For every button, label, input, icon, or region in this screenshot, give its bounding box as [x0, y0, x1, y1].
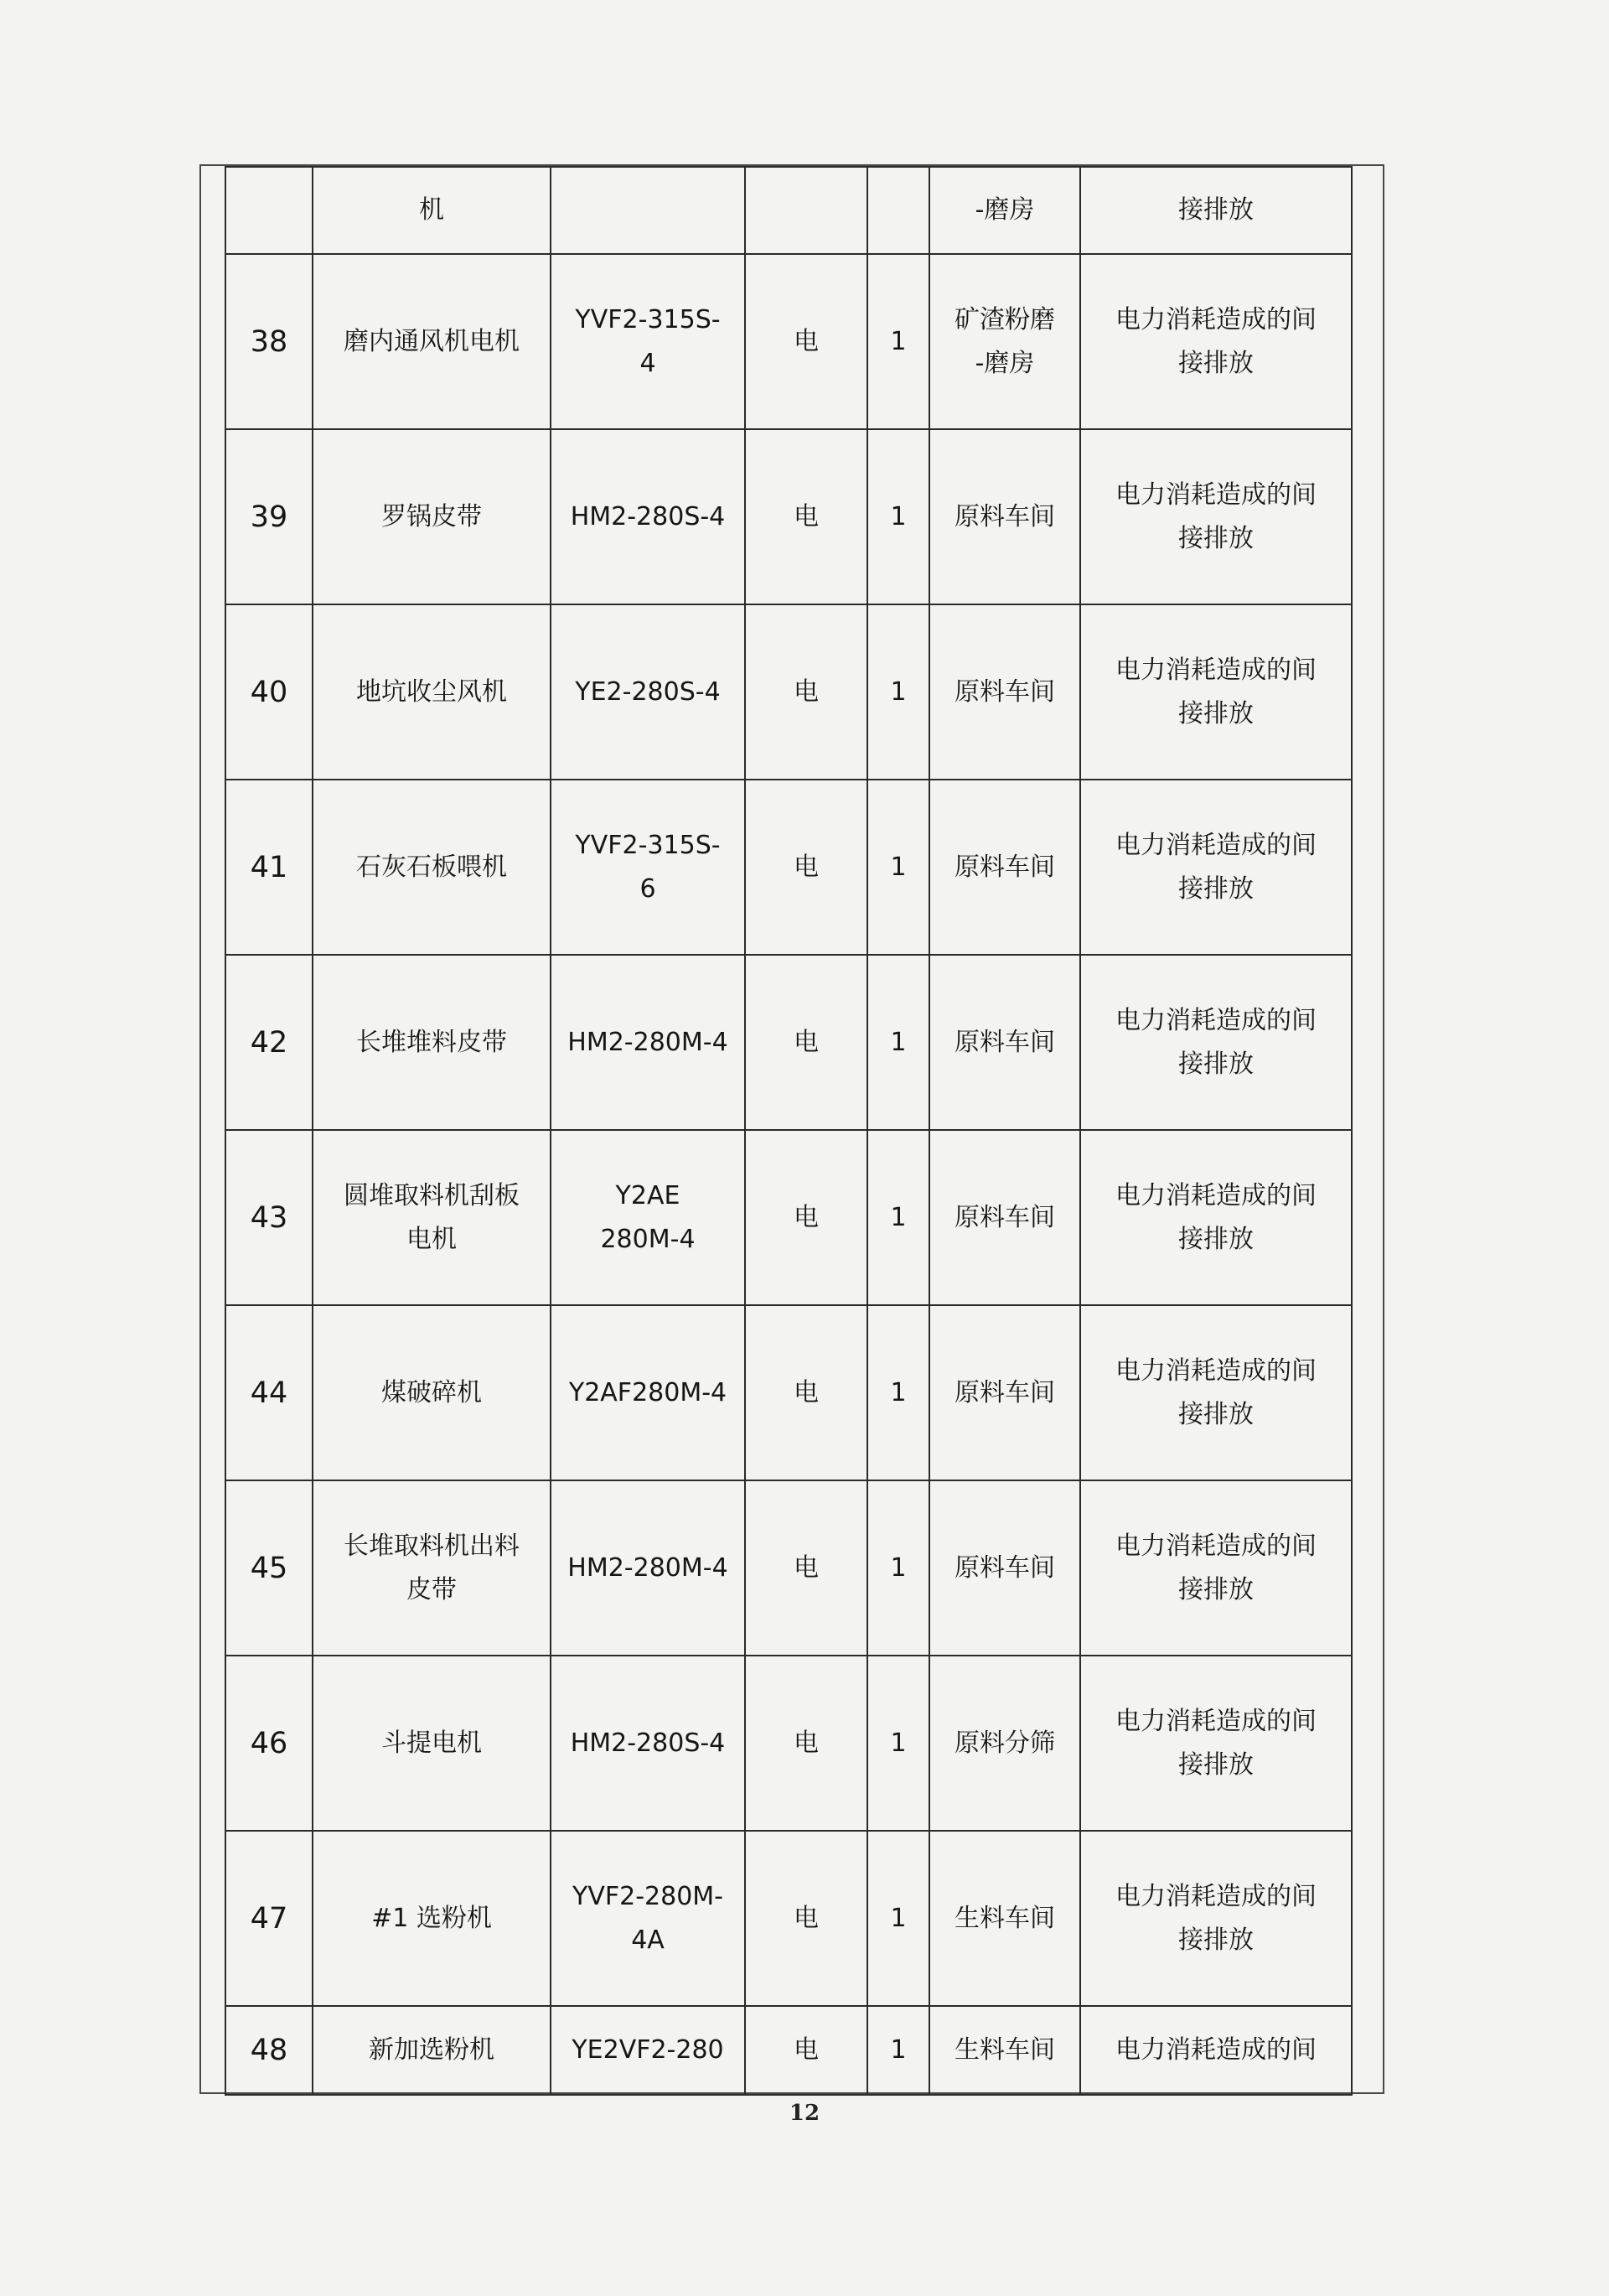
- cell-number: 44: [225, 1305, 313, 1480]
- cell-model-line: YVF2-280M-: [572, 1881, 723, 1911]
- cell-location-line: 原料车间: [955, 1202, 1055, 1232]
- cell-name: [313, 1480, 551, 1656]
- cell-quantity: 1: [867, 1130, 929, 1305]
- cell-note-line: 电力消耗造成的间: [1115, 1881, 1317, 1911]
- cell-note-line: 电力消耗造成的间: [1115, 830, 1317, 860]
- cell-name: [313, 429, 551, 604]
- cell-energy: [745, 167, 867, 254]
- cell-name: [313, 1305, 551, 1480]
- cell-location-line: 生料车间: [955, 1903, 1055, 1933]
- cell-model: [551, 254, 745, 429]
- cell-name-line: 长堆堆料皮带: [356, 1027, 507, 1057]
- cell-location: [929, 1656, 1080, 1831]
- cell-note: [1080, 1656, 1352, 1831]
- table-row: [225, 1305, 1352, 1480]
- cell-model-line: 4A: [631, 1925, 665, 1955]
- cell-number: 39: [225, 429, 313, 604]
- cell-note: 电力消耗造成的间: [1080, 2006, 1352, 2095]
- cell-energy: 电: [745, 429, 867, 604]
- cell-model: [551, 1656, 745, 1831]
- cell-note: [1080, 1831, 1352, 2006]
- cell-model: [551, 1831, 745, 2006]
- cell-location-line: 原料车间: [955, 1027, 1055, 1057]
- cell-location: [929, 1480, 1080, 1656]
- cell-note-line: 电力消耗造成的间: [1115, 1005, 1317, 1035]
- cell-quantity: 1: [867, 429, 929, 604]
- cell-note-line: 电力消耗造成的间: [1115, 1355, 1317, 1386]
- cell-model: [551, 604, 745, 780]
- cell-note: [1080, 1305, 1352, 1480]
- cell-note-line: 电力消耗造成的间: [1115, 304, 1317, 334]
- cell-model: [551, 429, 745, 604]
- cell-model-line: YE2-280S-4: [575, 676, 721, 707]
- cell-note-line: 电力消耗造成的间: [1115, 655, 1317, 685]
- cell-note-line: 接排放: [1178, 348, 1254, 378]
- cell-model-line: 4: [639, 348, 656, 378]
- cell-note: [1080, 1480, 1352, 1656]
- cell-model: [551, 780, 745, 955]
- cell-model-line: Y2AF280M-4: [568, 1377, 727, 1407]
- cell-model: [551, 955, 745, 1130]
- cell-location-line: 原料车间: [955, 1552, 1055, 1583]
- cell-location: -磨房: [929, 167, 1080, 254]
- cell-number: [225, 167, 313, 254]
- cell-location-line: 原料车间: [955, 501, 1055, 531]
- cell-name: [313, 1656, 551, 1831]
- cell-note-line: 接排放: [1178, 1749, 1254, 1780]
- cell-name: [313, 1130, 551, 1305]
- cell-note-line: 电力消耗造成的间: [1115, 1180, 1317, 1210]
- cell-energy: 电: [745, 780, 867, 955]
- table-row: [225, 1831, 1352, 2006]
- cell-location: [929, 1305, 1080, 1480]
- cell-note-line: 接排放: [1178, 873, 1254, 904]
- equipment-table: [225, 166, 1353, 2096]
- cell-name-line: 皮带: [406, 1574, 457, 1604]
- cell-location: [929, 254, 1080, 429]
- cell-energy: 电: [745, 1831, 867, 2006]
- cell-note: [1080, 780, 1352, 955]
- cell-number: 48: [225, 2006, 313, 2095]
- cell-quantity: 1: [867, 1831, 929, 2006]
- cell-number: 46: [225, 1656, 313, 1831]
- cell-energy: 电: [745, 1480, 867, 1656]
- cell-name: [313, 604, 551, 780]
- cell-quantity: 1: [867, 1480, 929, 1656]
- cell-quantity: 1: [867, 2006, 929, 2095]
- cell-note-line: 电力消耗造成的间: [1115, 1706, 1317, 1736]
- cell-number: 45: [225, 1480, 313, 1656]
- cell-quantity: 1: [867, 1305, 929, 1480]
- cell-note: [1080, 429, 1352, 604]
- cell-location-line: 原料分筛: [955, 1728, 1055, 1758]
- cell-name: [313, 780, 551, 955]
- cell-name: [313, 955, 551, 1130]
- cell-note-line: 接排放: [1178, 1224, 1254, 1254]
- cell-note: [1080, 1130, 1352, 1305]
- table-row: [225, 604, 1352, 780]
- cell-note-line: 电力消耗造成的间: [1115, 479, 1317, 510]
- cell-location: [929, 780, 1080, 955]
- cell-note: [1080, 254, 1352, 429]
- cell-location-line: 原料车间: [955, 852, 1055, 882]
- table-row: [225, 429, 1352, 604]
- cell-number: 40: [225, 604, 313, 780]
- cell-quantity: [867, 167, 929, 254]
- table-row: [225, 780, 1352, 955]
- cell-note: [1080, 604, 1352, 780]
- cell-location-line: 原料车间: [955, 676, 1055, 707]
- table-row: [225, 2006, 1352, 2095]
- cell-name-line: 石灰石板喂机: [356, 852, 507, 882]
- cell-model-line: HM2-280M-4: [567, 1027, 728, 1057]
- table-row-continued: [225, 167, 1352, 254]
- cell-location-line: -磨房: [975, 348, 1035, 378]
- cell-energy: 电: [745, 1656, 867, 1831]
- cell-quantity: 1: [867, 780, 929, 955]
- cell-name-line: 长堆取料机出料: [344, 1531, 520, 1561]
- cell-model-line: YVF2-315S-: [575, 830, 721, 860]
- cell-note: [1080, 955, 1352, 1130]
- cell-energy: 电: [745, 955, 867, 1130]
- cell-location: [929, 604, 1080, 780]
- cell-note-line: 电力消耗造成的间: [1115, 1531, 1317, 1561]
- cell-model: [551, 1480, 745, 1656]
- cell-name-line: 圆堆取料机刮板: [344, 1180, 520, 1210]
- cell-name-line: 斗提电机: [381, 1728, 482, 1758]
- cell-model: [551, 1130, 745, 1305]
- cell-name: [313, 254, 551, 429]
- cell-quantity: 1: [867, 254, 929, 429]
- cell-quantity: 1: [867, 955, 929, 1130]
- cell-location: [929, 955, 1080, 1130]
- cell-location: [929, 1831, 1080, 2006]
- cell-energy: 电: [745, 2006, 867, 2095]
- cell-location-line: 原料车间: [955, 1377, 1055, 1407]
- cell-name: 新加选粉机: [313, 2006, 551, 2095]
- cell-note-line: 接排放: [1178, 1049, 1254, 1079]
- cell-name-line: 磨内通风机电机: [344, 326, 520, 356]
- cell-model-line: HM2-280S-4: [570, 501, 726, 531]
- cell-number: 47: [225, 1831, 313, 2006]
- cell-note-line: 接排放: [1178, 1925, 1254, 1955]
- cell-name-line: 煤破碎机: [381, 1377, 482, 1407]
- table-row: [225, 1480, 1352, 1656]
- cell-energy: 电: [745, 604, 867, 780]
- cell-number: 43: [225, 1130, 313, 1305]
- cell-location: [929, 1130, 1080, 1305]
- cell-number: 41: [225, 780, 313, 955]
- cell-number: 42: [225, 955, 313, 1130]
- table-row: [225, 1130, 1352, 1305]
- cell-energy: 电: [745, 254, 867, 429]
- cell-name: [313, 1831, 551, 2006]
- cell-location: [929, 429, 1080, 604]
- cell-location: 生料车间: [929, 2006, 1080, 2095]
- cell-quantity: 1: [867, 604, 929, 780]
- table-row: [225, 254, 1352, 429]
- cell-model-line: 280M-4: [600, 1224, 696, 1254]
- cell-note-line: 接排放: [1178, 1574, 1254, 1604]
- cell-model-line: HM2-280S-4: [570, 1728, 726, 1758]
- cell-note-line: 接排放: [1178, 1399, 1254, 1429]
- cell-model-line: Y2AE: [615, 1180, 680, 1210]
- cell-model: YE2VF2-280: [551, 2006, 745, 2095]
- cell-name: 机: [313, 167, 551, 254]
- cell-name-line: 罗锅皮带: [381, 501, 482, 531]
- cell-energy: 电: [745, 1130, 867, 1305]
- cell-note-line: 接排放: [1178, 523, 1254, 553]
- cell-note: 接排放: [1080, 167, 1352, 254]
- cell-name-line: 地坑收尘风机: [356, 676, 507, 707]
- cell-quantity: 1: [867, 1656, 929, 1831]
- cell-name-line: 电机: [406, 1224, 457, 1254]
- cell-location-line: 矿渣粉磨: [955, 304, 1055, 334]
- cell-name-line: #1 选粉机: [371, 1903, 492, 1933]
- table-row: [225, 955, 1352, 1130]
- cell-energy: 电: [745, 1305, 867, 1480]
- cell-model: [551, 1305, 745, 1480]
- cell-number: 38: [225, 254, 313, 429]
- page-number: 12: [789, 2101, 820, 2126]
- table-row: [225, 1656, 1352, 1831]
- cell-model: [551, 167, 745, 254]
- cell-model-line: HM2-280M-4: [567, 1552, 728, 1583]
- cell-model-line: 6: [639, 873, 656, 904]
- cell-model-line: YVF2-315S-: [575, 304, 721, 334]
- cell-note-line: 接排放: [1178, 698, 1254, 728]
